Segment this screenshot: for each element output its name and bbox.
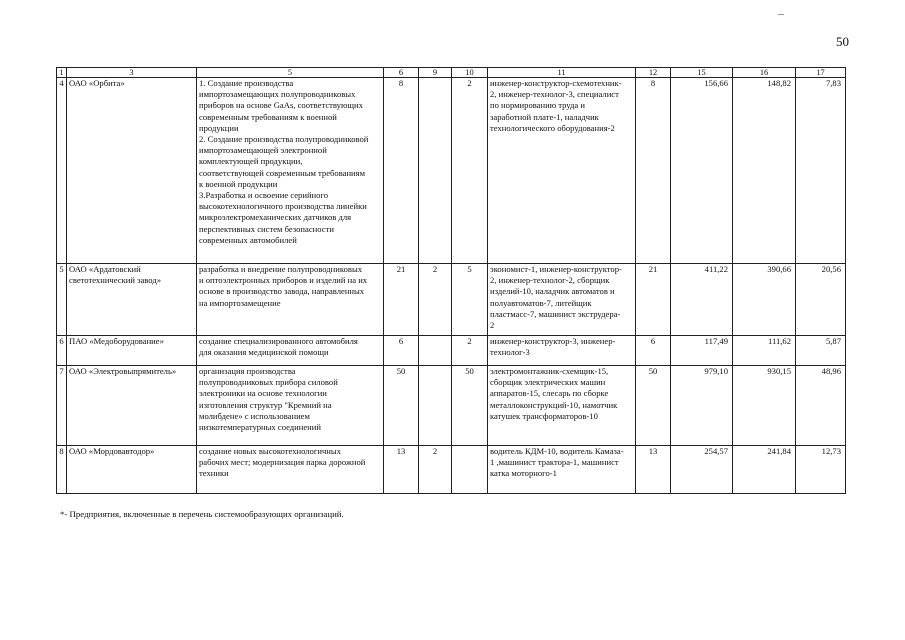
col15-cell: 254,57 [671,446,733,494]
specialists-cell-line: 1 ,машинист трактора-1, машинист [490,457,619,468]
footnote: *- Предприятия, включенные в перечень системообразующих организаций. [60,509,344,519]
project-cell [197,446,384,494]
project-cell-line: высокотехнологичного производства линейки [199,201,367,212]
project-cell-line: организация производства [199,366,296,376]
col10-cell: 5 [452,264,488,336]
specialists-cell [488,78,636,264]
organization-cell-line: ОАО «Ардатовский [69,264,141,274]
project-cell-line: изготовления структур "Кремний на [199,399,332,410]
col9-cell: 2 [419,264,452,336]
row-number-cell: 8 [57,446,67,494]
table-row [57,264,846,336]
col15-cell: 979,10 [671,366,733,446]
specialists-cell-line: водитель КДМ-10, водитель Камаза- [490,446,624,456]
table-body [57,78,846,494]
col15-cell: 411,22 [671,264,733,336]
col17-cell: 48,96 [796,366,846,446]
specialists-cell-line: инженер-конструктор-схемотехник- [490,78,622,88]
header-cell: 15 [671,68,733,78]
project-cell-line: для оказания медицинской помощи [199,347,329,358]
project-cell [197,264,384,336]
specialists-cell [488,264,636,336]
project-cell-line: молибдене» с использованием [199,410,310,421]
organization-cell-line: ОАО «Орбита» [69,78,125,88]
col15-cell: 117,49 [671,336,733,366]
specialists-cell-line: технологического оборудования-2 [490,122,615,133]
project-cell-line: 2. Создание производства полупроводниковой [199,134,369,145]
specialists-cell-line: электромонтажник-схемщик-15, [490,366,609,376]
col16-cell: 241,84 [733,446,796,494]
col12-cell: 8 [636,78,671,264]
specialists-cell-line: изделий-10, наладчик автоматов и [490,286,615,297]
project-cell-line: к военной продукции [199,178,278,189]
organization-cell-line: ОАО «Мордовавтодор» [69,446,155,456]
project-cell-line: электроники на основе технологии [199,388,327,399]
project-cell-line: импортозамещающих полупроводниковых [199,89,356,100]
organization-cell-line: ПАО «Медоборудование» [69,336,164,346]
specialists-cell-line: инженер-конструктор-3, инженер- [490,336,616,346]
col6-cell: 21 [384,264,419,336]
organization-cell-line: светотехнический завод» [69,275,162,286]
header-row [57,68,846,78]
row-number-cell: 6 [57,336,67,366]
col6-cell: 50 [384,366,419,446]
project-cell-line: комплектующей продукции, [199,156,303,167]
col12-cell: 6 [636,336,671,366]
project-cell-line: создание специализированного автомобиля [199,336,358,346]
project-cell-line: полупроводниковых прибора силовой [199,377,338,388]
project-cell-line: микроэлектромеханических датчиков для [199,212,352,223]
col17-cell: 5,87 [796,336,846,366]
specialists-cell-line: технолог-3 [490,347,530,358]
col10-cell: 2 [452,336,488,366]
enterprise-table [56,67,846,494]
project-cell-line: техники [199,468,229,479]
project-cell-line: низкотемпературных соединений [199,422,321,433]
organization-cell [67,264,197,336]
row-number-cell: 5 [57,264,67,336]
project-cell [197,336,384,366]
specialists-cell-line: 2, инженер-технолог-3, специалист [490,89,619,100]
col10-cell: 2 [452,78,488,264]
project-cell-line: современных автомобилей [199,234,297,245]
page-number: 50 [836,34,849,49]
header-cell: 16 [733,68,796,78]
col10-cell: 50 [452,366,488,446]
col16-cell: 111,62 [733,336,796,366]
specialists-cell-line: металлоконструкций-10, намотчик [490,399,618,410]
header-cell: 3 [67,68,197,78]
col17-cell: 7,83 [796,78,846,264]
specialists-cell-line: аппаратов-15, слесарь по сборке [490,388,609,399]
organization-cell-line: ОАО «Электровыпрямитель» [69,366,177,376]
col16-cell: 930,15 [733,366,796,446]
col10-cell [452,446,488,494]
table-row [57,366,846,446]
organization-cell [67,446,197,494]
col9-cell [419,366,452,446]
project-cell-line: и оптоэлектронных приборов и изделий на их [199,275,368,286]
row-number-cell: 4 [57,78,67,264]
header-cell: 5 [197,68,384,78]
col15-cell: 156,66 [671,78,733,264]
table-row [57,78,846,264]
project-cell [197,78,384,264]
specialists-cell-line: катка моторного-1 [490,468,557,479]
specialists-cell [488,366,636,446]
specialists-cell-line: катушек трансформаторов-10 [490,410,598,421]
specialists-cell-line: экономист-1, инженер-конструктор- [490,264,622,274]
header-cell: 11 [488,68,636,78]
specialists-cell-line: по нормированию труда и [490,100,585,111]
project-cell-line: 3.Разработка и освоение серийного [199,190,329,201]
row-number-cell: 7 [57,366,67,446]
project-cell-line: приборов на основе GaAs, соответствующих [199,100,363,111]
col9-cell [419,336,452,366]
header-cell: 1 [57,68,67,78]
project-cell-line: разработка и внедрение полупроводниковых [199,264,363,274]
col6-cell: 6 [384,336,419,366]
project-cell-line: перспективных систем безопасности [199,223,334,234]
specialists-cell-line: 2, инженер-технолог-2, сборщик [490,275,610,286]
col12-cell: 13 [636,446,671,494]
project-cell-line: 1. Создание производства [199,78,294,88]
table-row [57,336,846,366]
col12-cell: 21 [636,264,671,336]
project-cell-line: импортозамещающей электронной [199,145,327,156]
specialists-cell-line: 2 [490,320,495,331]
specialists-cell [488,336,636,366]
col6-cell: 8 [384,78,419,264]
col9-cell: 2 [419,446,452,494]
header-cell: 17 [796,68,846,78]
project-cell-line: основе в производство завода, направленных [199,286,365,297]
organization-cell [67,78,197,264]
col17-cell: 12,73 [796,446,846,494]
specialists-cell-line: пластмасс-7, машинист экструдера- [490,308,621,319]
project-cell-line: создание новых высокотехнологичных [199,446,341,456]
specialists-cell [488,446,636,494]
header-cell: 9 [419,68,452,78]
project-cell-line: продукции [199,122,239,133]
col9-cell [419,78,452,264]
header-cell: 6 [384,68,419,78]
specialists-cell-line: заработной плате-1, наладчик [490,111,599,122]
col12-cell: 50 [636,366,671,446]
col16-cell: 148,82 [733,78,796,264]
project-cell [197,366,384,446]
project-cell-line: современным требованиям к военной [199,111,337,122]
col17-cell: 20,56 [796,264,846,336]
specialists-cell-line: полуавтоматов-7, литейщик [490,297,592,308]
header-cell: 12 [636,68,671,78]
scan-mark [778,14,784,15]
col16-cell: 390,66 [733,264,796,336]
organization-cell [67,336,197,366]
table-row [57,446,846,494]
project-cell-line: соответствующей современным требованиям [199,167,366,178]
header-cell: 10 [452,68,488,78]
specialists-cell-line: сборщик электрических машин [490,377,606,388]
organization-cell [67,366,197,446]
project-cell-line: на импортозамещение [199,297,281,308]
col6-cell: 13 [384,446,419,494]
project-cell-line: рабочих мест; модернизация парка дорожной [199,457,366,468]
